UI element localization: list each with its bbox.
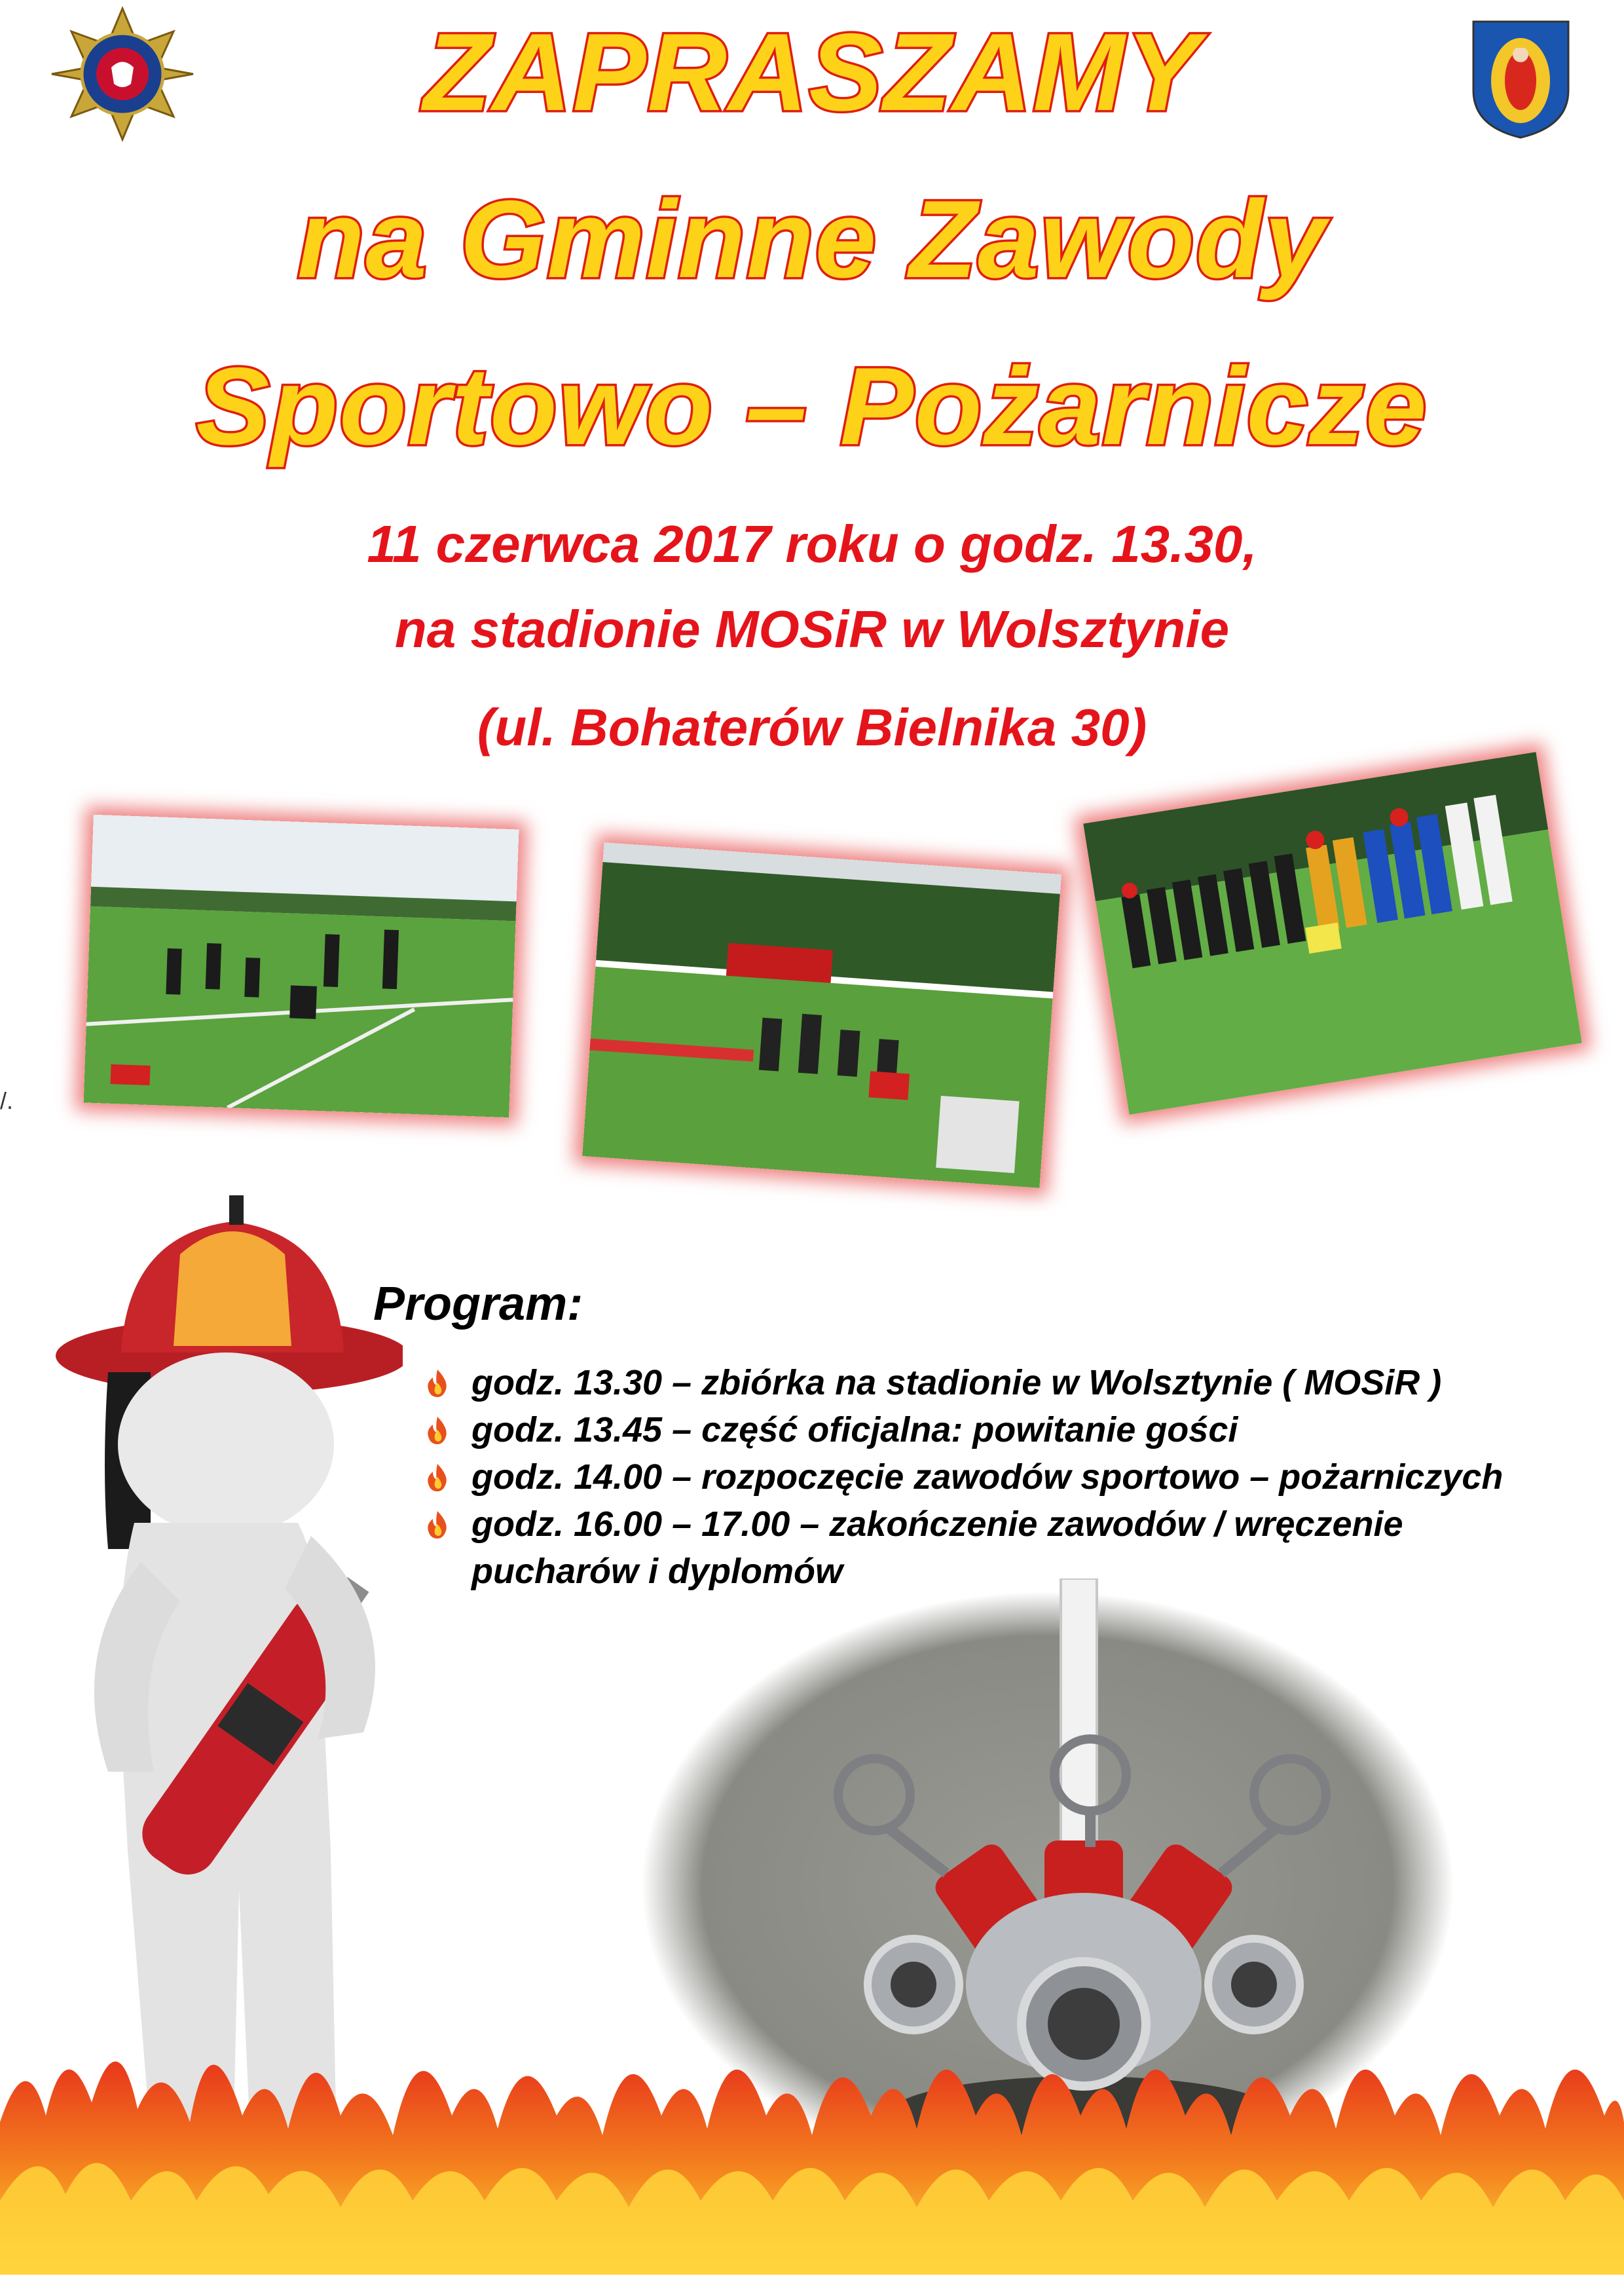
flames-border-icon (0, 2004, 1624, 2275)
flame-bullet-icon (422, 1368, 452, 1398)
flame-bullet-icon (422, 1463, 452, 1493)
flame-bullet-icon (422, 1510, 452, 1540)
program-item-text: godz. 13.45 – część oficjalna: powitanie gości (471, 1410, 1238, 1449)
event-venue: na stadionie MOSiR w Wolsztynie (394, 600, 1230, 658)
program-item-text: godz. 13.30 – zbiórka na stadionie w Wolsztynie ( MOSiR ) (471, 1363, 1442, 1402)
program-item (422, 1359, 1601, 1406)
program-list (422, 1359, 1601, 1595)
headline-invite: ZAPRASZAMY (423, 10, 1201, 134)
flame-bullet-icon (422, 1415, 452, 1446)
program-title: Program: (373, 1278, 583, 1330)
program-item-text: godz. 14.00 – rozpoczęcie zawodów sportowo – pożarniczych (471, 1457, 1504, 1497)
photo-team-lineup (1083, 752, 1582, 1115)
headline-event-line2: Sportowo – Pożarnicze (196, 345, 1428, 468)
event-address: (ul. Bohaterów Bielnika 30) (477, 698, 1147, 756)
stray-text-mark: /. (0, 1087, 14, 1114)
program-item-text: godz. 16.00 – 17.00 – zakończenie zawodów / wręczenie pucharów i dyplomów (471, 1504, 1403, 1591)
program-item (422, 1453, 1601, 1501)
event-date-time: 11 czerwca 2017 roku o godz. 13.30, (367, 515, 1257, 573)
headline-event-line1: na Gminne Zawody (297, 177, 1327, 301)
photo-competition-2 (582, 842, 1061, 1188)
photo-competition-1 (84, 815, 519, 1117)
program-item (422, 1406, 1601, 1453)
